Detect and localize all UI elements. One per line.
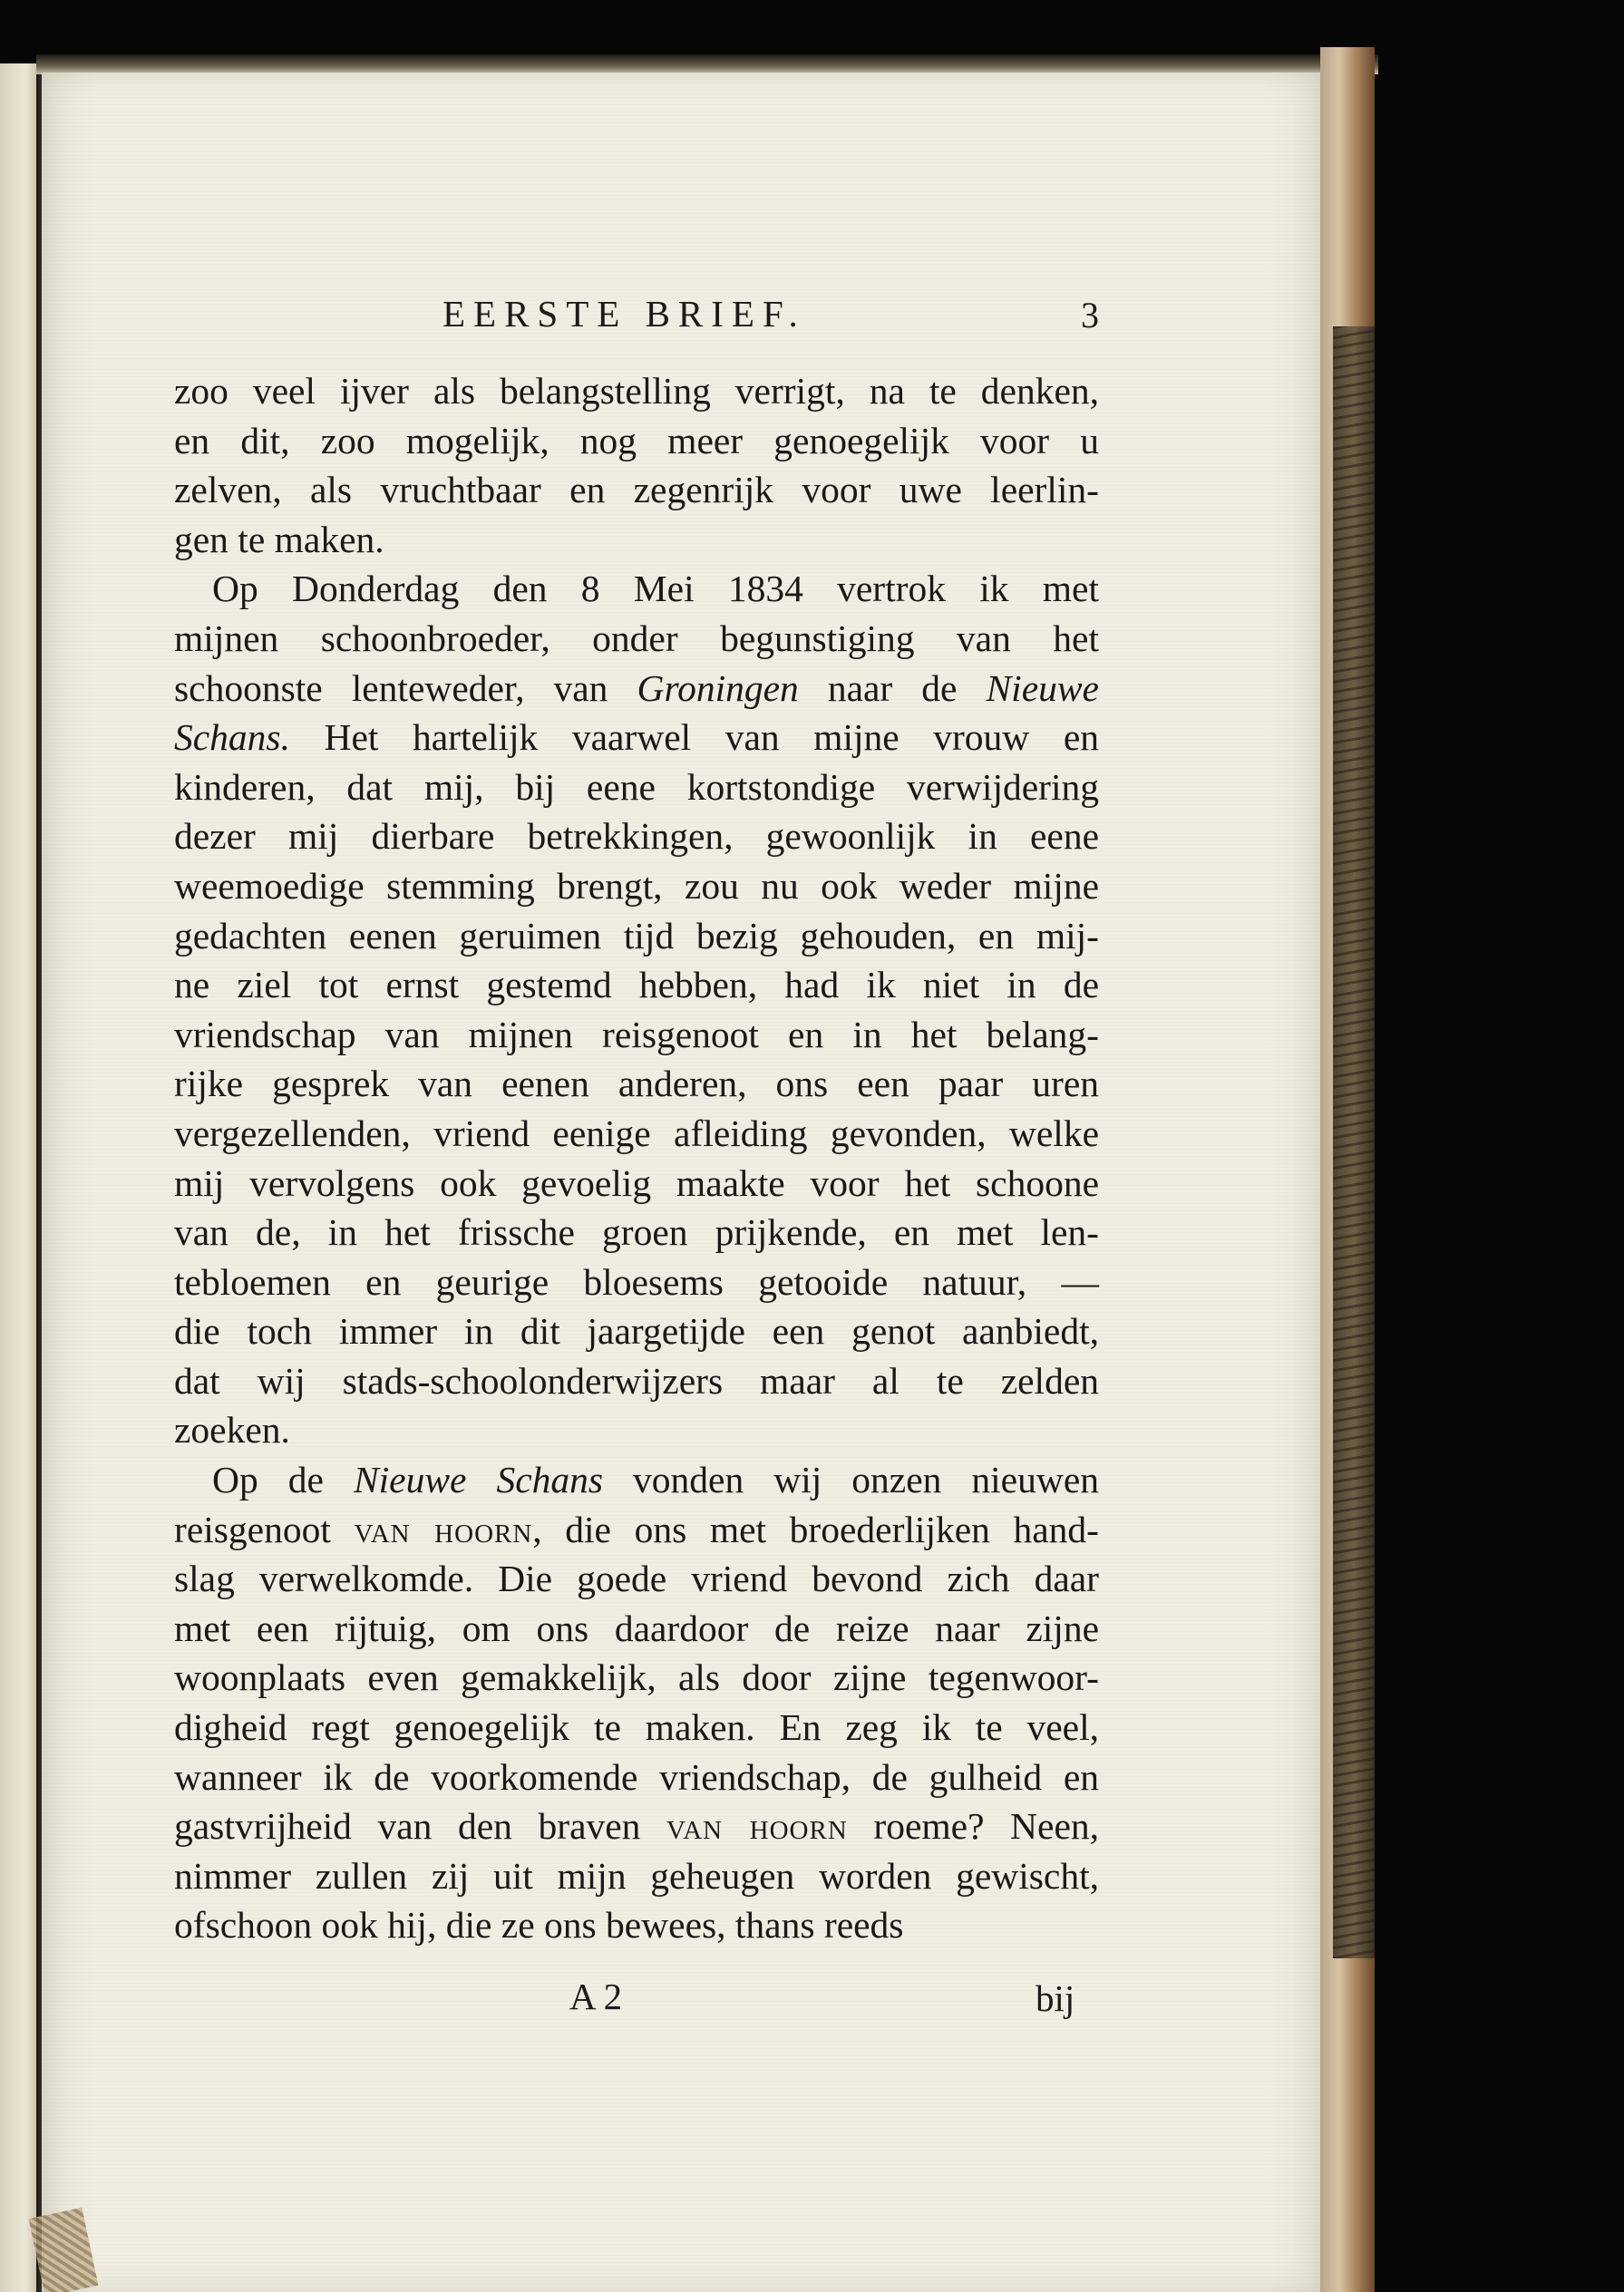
body-text <box>174 366 1099 1950</box>
text-line <box>174 1505 1099 1555</box>
text-line <box>174 1405 1099 1455</box>
text-run: roeme? Neen, <box>847 1805 1099 1848</box>
text-run: wanneer ik de voorkomende vriendschap, de gulheid en <box>174 1755 1099 1798</box>
text-line <box>174 1010 1099 1060</box>
small-caps-name: van hoorn <box>354 1508 533 1550</box>
text-line <box>174 366 1099 416</box>
text-line <box>174 713 1099 762</box>
catchword: bij <box>1036 1977 1075 2019</box>
text-run: gastvrijheid van den braven <box>174 1805 666 1848</box>
book-top-edge <box>36 54 1378 74</box>
text-line <box>174 1455 1099 1505</box>
text-run: digheid regt genoegelijk te maken. En zeg ik te veel, <box>174 1706 1099 1749</box>
text-line <box>174 614 1099 664</box>
text-run: vergezellenden, vriend eenige afleiding gevonden, welke <box>174 1112 1099 1154</box>
text-line <box>174 664 1099 714</box>
italic-text: Nieuwe <box>986 666 1099 709</box>
text-run: reisgenoot <box>174 1508 355 1550</box>
text-line <box>174 911 1099 961</box>
text-run: met een rijtuig, om ons daardoor de reize naar zijne <box>174 1607 1099 1649</box>
text-line <box>174 416 1099 466</box>
text-line <box>174 1159 1099 1209</box>
italic-text: Nieuwe Schans <box>353 1459 604 1501</box>
text-run: vonden wij onzen nieuwen <box>603 1459 1099 1501</box>
text-line <box>174 1059 1099 1109</box>
text-run: dezer mij dierbare betrekkingen, gewoonlijk in eene <box>174 815 1099 858</box>
page-footer <box>0 1975 1624 2022</box>
text-run: slag verwelkomde. Die goede vriend bevond zich daar <box>174 1558 1099 1600</box>
text-run: nimmer zullen zij uit mijn geheugen worden gewischt, <box>174 1854 1099 1897</box>
text-run: , die ons met broederlijken hand- <box>532 1508 1099 1550</box>
running-head <box>0 292 1624 337</box>
text-run: naar de <box>798 666 987 709</box>
text-run: kinderen, dat mij, bij eene kortstondige verwijdering <box>174 765 1099 808</box>
text-run: schoonste lenteweder, van <box>174 666 637 709</box>
page-number: 3 <box>1081 295 1099 335</box>
text-line <box>174 1703 1099 1753</box>
text-line <box>174 811 1099 861</box>
text-line <box>174 1109 1099 1159</box>
text-run: mij vervolgens ook gevoelig maakte voor het schoone <box>174 1161 1099 1204</box>
italic-text: Groningen <box>637 666 799 709</box>
text-run: gen te maken. <box>174 518 384 560</box>
text-line <box>174 1356 1099 1406</box>
facing-page-edge <box>0 63 38 2292</box>
text-line <box>174 1208 1099 1258</box>
text-run: Op Donderdag den 8 Mei 1834 vertrok ik met <box>212 568 1099 610</box>
text-line <box>174 762 1099 812</box>
text-line <box>174 1306 1099 1356</box>
text-line <box>174 1554 1099 1604</box>
text-run: mijnen schoonbroeder, onder begunstiging van het <box>174 617 1099 659</box>
text-run: die toch immer in dit jaargetijde een genot aanbiedt, <box>174 1310 1099 1353</box>
italic-text: Schans. <box>174 716 290 759</box>
text-line <box>174 1802 1099 1851</box>
text-run: Het hartelijk vaarwel van mijne vrouw en <box>289 716 1099 759</box>
text-line <box>174 1753 1099 1802</box>
text-run: zelven, als vruchtbaar en zegenrijk voor uwe leerlin- <box>174 469 1099 511</box>
signature-mark: A 2 <box>569 1976 623 2017</box>
text-run: weemoedige stemming brengt, zou nu ook weder mijne <box>174 864 1099 907</box>
text-line <box>174 1604 1099 1654</box>
text-run: gedachten eenen geruimen tijd bezig gehouden, en mij- <box>174 914 1099 957</box>
text-run: vriendschap van mijnen reisgenoot en in het belang- <box>174 1013 1099 1055</box>
text-line <box>174 861 1099 911</box>
text-run: Op de <box>212 1459 354 1501</box>
text-line <box>174 1851 1099 1901</box>
text-run: zoo veel ijver als belangstelling verrigt, na te denken, <box>174 370 1099 412</box>
text-line <box>174 1900 1099 1950</box>
text-run: rijke gesprek van eenen anderen, ons een paar uren <box>174 1063 1099 1105</box>
text-run: tebloemen en geurige bloesems getooide natuur, — <box>174 1260 1099 1303</box>
text-run: zoeken. <box>174 1409 290 1452</box>
marbled-cover-edge <box>1333 326 1375 1958</box>
text-line <box>174 515 1099 565</box>
text-line <box>174 1653 1099 1703</box>
running-title: EERSTE BRIEF. <box>442 293 806 335</box>
small-caps-name: van hoorn <box>666 1805 848 1848</box>
text-line <box>174 564 1099 614</box>
text-run: dat wij stads-schoolonderwijzers maar al te zelden <box>174 1359 1099 1402</box>
text-run: en dit, zoo mogelijk, nog meer genoegelijk voor u <box>174 419 1099 461</box>
text-run: woonplaats even gemakkelijk, als door zijne tegenwoor- <box>174 1656 1099 1699</box>
text-run: van de, in het frissche groen prijkende, en met len- <box>174 1211 1099 1254</box>
text-line <box>174 1258 1099 1307</box>
text-run: ne ziel tot ernst gestemd hebben, had ik niet in de <box>174 964 1099 1006</box>
text-line <box>174 960 1099 1010</box>
text-run: ofschoon ook hij, die ze ons bewees, thans reeds <box>174 1904 904 1947</box>
text-line <box>174 465 1099 515</box>
